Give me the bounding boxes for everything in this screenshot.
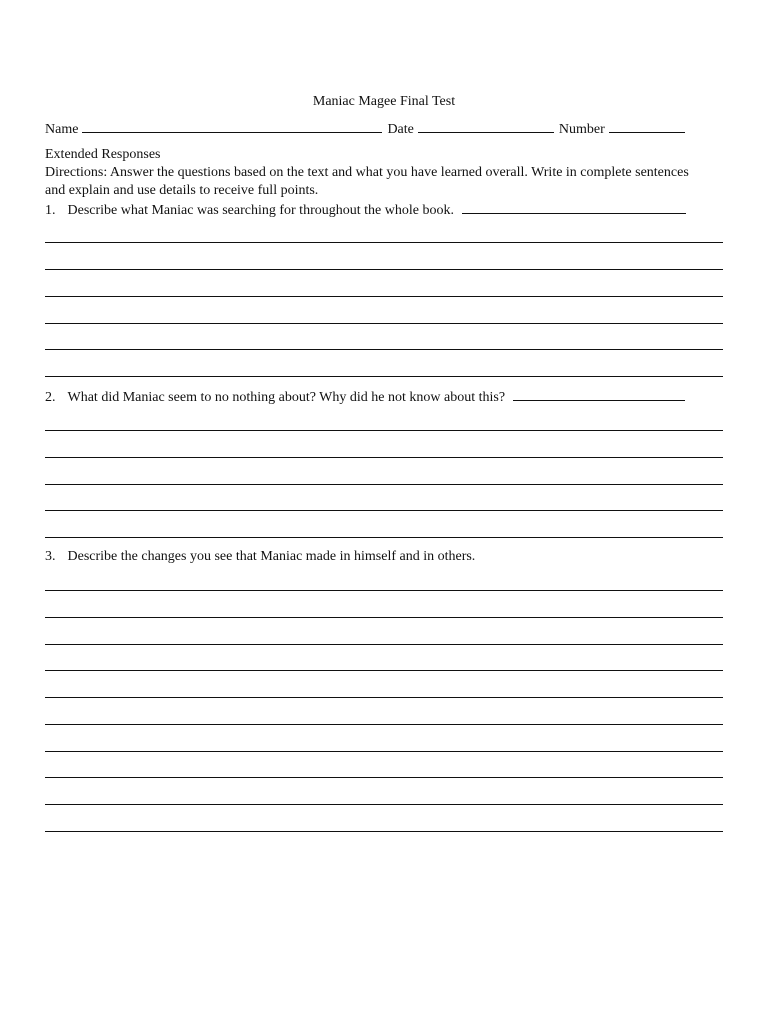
answer-line[interactable] bbox=[45, 323, 723, 324]
question-number: 1. bbox=[45, 203, 56, 218]
name-field[interactable] bbox=[82, 119, 382, 133]
answer-line[interactable] bbox=[45, 697, 723, 698]
answer-line[interactable] bbox=[45, 296, 723, 297]
answer-blank[interactable] bbox=[462, 200, 686, 214]
answer-line[interactable] bbox=[45, 484, 723, 485]
section-heading: Extended Responses bbox=[45, 147, 161, 162]
answer-line[interactable] bbox=[45, 804, 723, 805]
name-label: Name bbox=[45, 122, 79, 137]
question-2 bbox=[45, 387, 685, 407]
answer-line[interactable] bbox=[45, 777, 723, 778]
answer-line[interactable] bbox=[45, 751, 723, 752]
question-text: Describe what Maniac was searching for throughout the whole book. bbox=[67, 203, 454, 218]
question-text: Describe the changes you see that Maniac made in himself and in others. bbox=[67, 549, 476, 564]
answer-line[interactable] bbox=[45, 242, 723, 243]
question-3 bbox=[45, 548, 475, 566]
answer-line[interactable] bbox=[45, 537, 723, 538]
answer-line[interactable] bbox=[45, 349, 723, 350]
question-number: 3. bbox=[45, 549, 56, 564]
date-field[interactable] bbox=[418, 119, 554, 133]
answer-line[interactable] bbox=[45, 457, 723, 458]
answer-line[interactable] bbox=[45, 670, 723, 671]
directions-text: Directions: Answer the questions based on the text and what you have learned overall. Write in complete sentences and explain and use details to receive full points. bbox=[45, 165, 689, 198]
answer-line[interactable] bbox=[45, 644, 723, 645]
question-number: 2. bbox=[45, 390, 56, 405]
page-title: Maniac Magee Final Test bbox=[312, 94, 456, 109]
answer-blank[interactable] bbox=[513, 387, 685, 401]
answer-line[interactable] bbox=[45, 590, 723, 591]
date-label: Date bbox=[387, 122, 414, 137]
number-field[interactable] bbox=[609, 119, 685, 133]
answer-line[interactable] bbox=[45, 724, 723, 725]
answer-line[interactable] bbox=[45, 376, 723, 377]
answer-line[interactable] bbox=[45, 269, 723, 270]
answer-line[interactable] bbox=[45, 831, 723, 832]
answer-line[interactable] bbox=[45, 430, 723, 431]
answer-line[interactable] bbox=[45, 617, 723, 618]
number-label: Number bbox=[558, 122, 605, 137]
question-text: What did Maniac seem to no nothing about? Why did he not know about this? bbox=[67, 390, 506, 405]
question-1 bbox=[45, 200, 686, 220]
student-info-row bbox=[45, 119, 690, 139]
answer-line[interactable] bbox=[45, 510, 723, 511]
